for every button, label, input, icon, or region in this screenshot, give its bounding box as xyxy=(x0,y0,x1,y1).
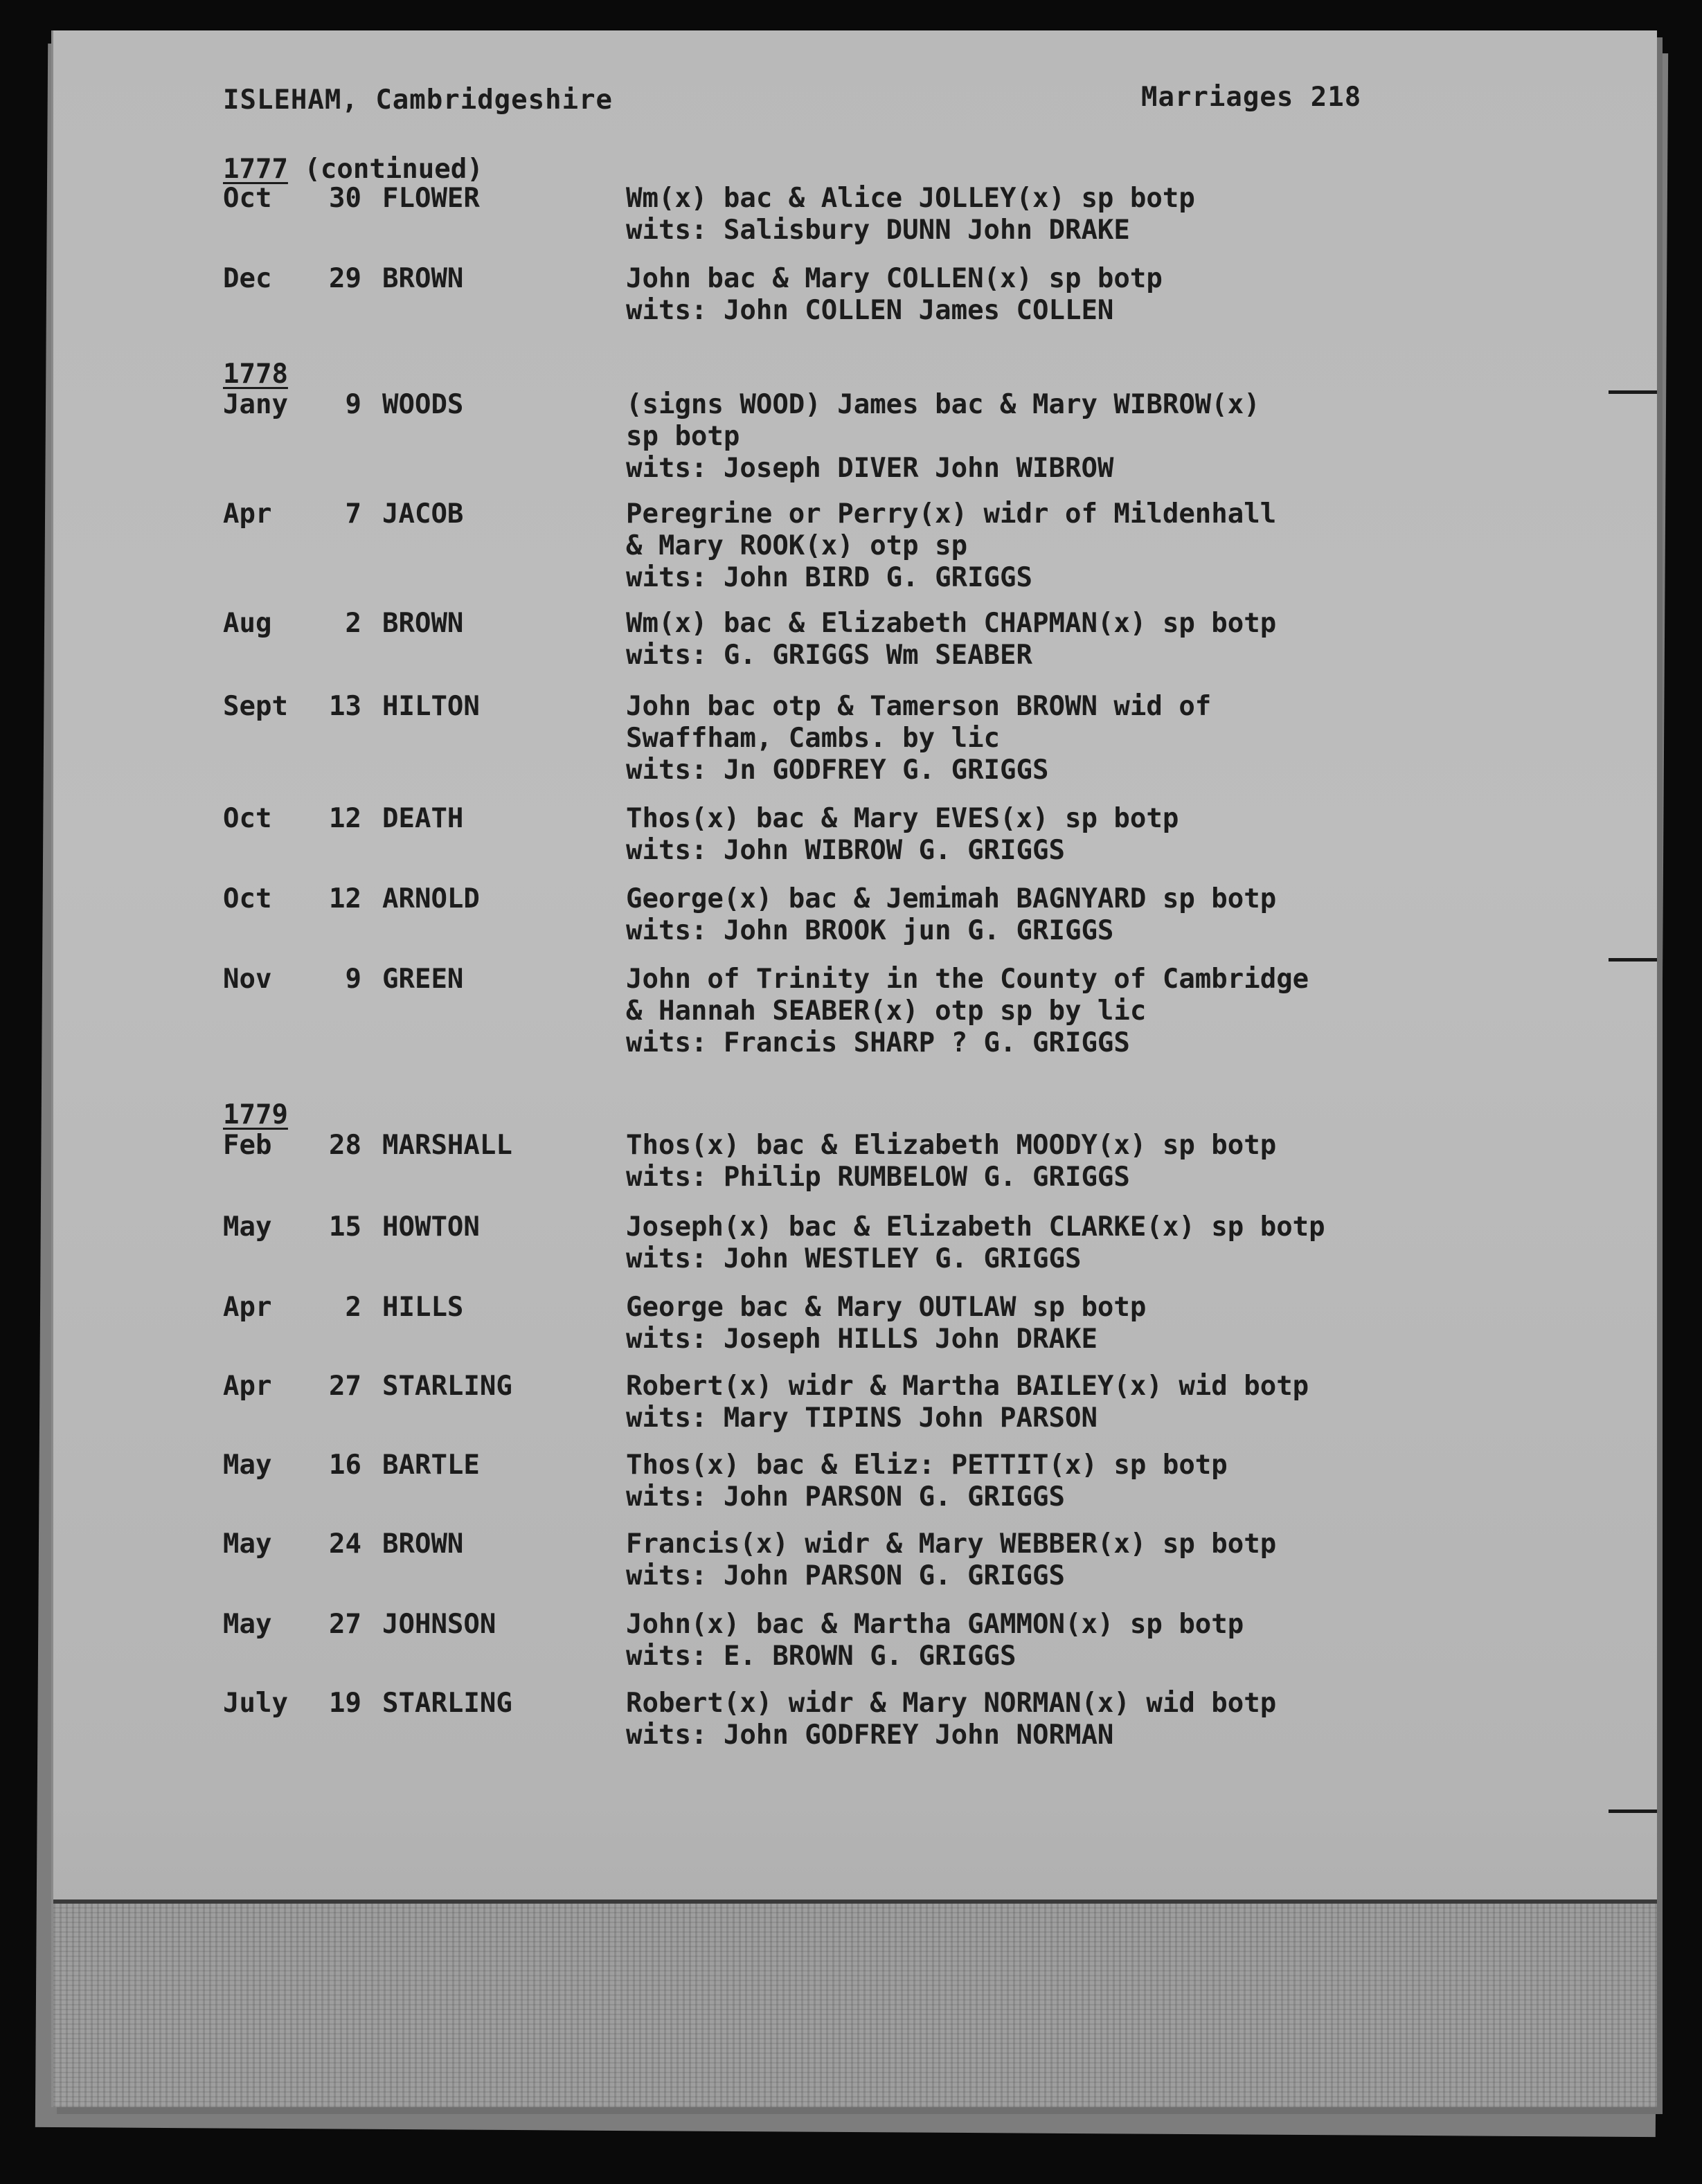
entry-month: Nov xyxy=(223,964,272,995)
entry-detail-line: wits: Francis SHARP ? G. GRIGGS xyxy=(626,1027,1130,1058)
entry-surname: STARLING xyxy=(382,1371,512,1402)
entry-month: Oct xyxy=(223,803,272,834)
entry-surname: BARTLE xyxy=(382,1450,480,1481)
entry-surname: BROWN xyxy=(382,608,464,639)
entry-details xyxy=(626,691,1211,786)
entry-detail-line: wits: John BIRD G. GRIGGS xyxy=(626,562,1032,593)
entry-date xyxy=(223,1688,375,1720)
document-page xyxy=(51,30,1657,2107)
entry-detail-line: wits: John COLLEN James COLLEN xyxy=(626,295,1114,326)
entry-month: Apr xyxy=(223,1371,272,1402)
entry-detail-line: George(x) bac & Jemimah BAGNYARD sp botp xyxy=(626,883,1277,914)
entry-date xyxy=(223,1292,375,1324)
entry-detail-line: John of Trinity in the County of Cambridge xyxy=(626,964,1309,995)
entry-details xyxy=(626,263,1163,327)
entry-surname: GREEN xyxy=(382,964,464,995)
entry-detail-line: wits: Joseph DIVER John WIBROW xyxy=(626,453,1114,484)
entry-date xyxy=(223,691,375,723)
entry-detail-line: Swaffham, Cambs. by lic xyxy=(626,723,1001,754)
entry-detail-line: Peregrine or Perry(x) widr of Mildenhall xyxy=(626,498,1277,530)
entry-day: 9 xyxy=(345,389,361,420)
entry-date xyxy=(223,1609,375,1641)
entry-detail-line: Robert(x) widr & Mary NORMAN(x) wid botp xyxy=(626,1688,1277,1719)
entry-detail-line: wits: Mary TIPINS John PARSON xyxy=(626,1402,1098,1434)
entry-month: May xyxy=(223,1528,272,1560)
entry-detail-line: John bac otp & Tamerson BROWN wid of xyxy=(626,691,1212,722)
entry-day: 28 xyxy=(329,1130,361,1161)
entry-date xyxy=(223,1130,375,1162)
entry-month: Oct xyxy=(223,183,272,214)
entry-surname: HILLS xyxy=(382,1292,464,1323)
entry-detail-line: Wm(x) bac & Alice JOLLEY(x) sp botp xyxy=(626,183,1195,214)
entry-day: 27 xyxy=(329,1371,361,1402)
entry-day: 30 xyxy=(329,183,361,214)
entry-day: 15 xyxy=(329,1211,361,1243)
entry-day: 19 xyxy=(329,1688,361,1719)
entry-surname: MARSHALL xyxy=(382,1130,512,1161)
entry-month: May xyxy=(223,1211,272,1243)
year-label: 1779 xyxy=(223,1099,288,1130)
entry-surname: HOWTON xyxy=(382,1211,480,1243)
entry-surname: JOHNSON xyxy=(382,1609,496,1640)
entry-surname: DEATH xyxy=(382,803,464,834)
entry-details xyxy=(626,183,1195,246)
entry-detail-line: wits: G. GRIGGS Wm SEABER xyxy=(626,640,1032,671)
entry-month: Dec xyxy=(223,263,272,294)
entry-surname: ARNOLD xyxy=(382,883,480,914)
entry-details xyxy=(626,964,1309,1059)
entry-month: Apr xyxy=(223,1292,272,1323)
entry-detail-line: Wm(x) bac & Elizabeth CHAPMAN(x) sp botp xyxy=(626,608,1277,639)
entry-month: Jany xyxy=(223,389,288,420)
entry-details xyxy=(626,1450,1228,1513)
entry-details xyxy=(626,1371,1309,1434)
entry-details xyxy=(626,608,1276,671)
year-label: 1777 xyxy=(223,154,288,185)
entry-date xyxy=(223,389,375,421)
entry-detail-line: wits: Jn GODFREY G. GRIGGS xyxy=(626,755,1049,786)
entry-detail-line: wits: John PARSON G. GRIGGS xyxy=(626,1560,1065,1591)
entry-detail-line: wits: John PARSON G. GRIGGS xyxy=(626,1481,1065,1513)
entry-day: 29 xyxy=(329,263,361,294)
entry-day: 2 xyxy=(345,608,361,639)
year-heading xyxy=(223,359,288,390)
entry-surname: STARLING xyxy=(382,1688,512,1719)
entry-detail-line: wits: John GODFREY John NORMAN xyxy=(626,1720,1114,1751)
entry-detail-line: & Mary ROOK(x) otp sp xyxy=(626,530,968,561)
entry-day: 12 xyxy=(329,803,361,834)
parish-title: ISLEHAM, Cambridgeshire xyxy=(223,84,613,116)
entry-day: 16 xyxy=(329,1450,361,1481)
entry-surname: WOODS xyxy=(382,389,464,420)
year-heading xyxy=(223,154,483,186)
entry-date xyxy=(223,964,375,995)
entry-month: Aug xyxy=(223,608,272,639)
entry-detail-line: Thos(x) bac & Mary EVES(x) sp botp xyxy=(626,803,1179,834)
entry-details xyxy=(626,498,1276,594)
entry-detail-line: wits: Philip RUMBELOW G. GRIGGS xyxy=(626,1162,1130,1193)
entry-month: July xyxy=(223,1688,288,1719)
entry-details xyxy=(626,1528,1276,1592)
entry-date xyxy=(223,183,375,215)
entry-date xyxy=(223,1211,375,1243)
entry-details xyxy=(626,1609,1244,1672)
photocopy-noise-band xyxy=(53,1899,1657,2107)
entry-detail-line: wits: Salisbury DUNN John DRAKE xyxy=(626,215,1130,246)
entry-day: 13 xyxy=(329,691,361,722)
entry-detail-line: wits: John BROOK jun G. GRIGGS xyxy=(626,915,1114,946)
entry-detail-line: (signs WOOD) James bac & Mary WIBROW(x) xyxy=(626,389,1260,420)
entry-detail-line: John(x) bac & Martha GAMMON(x) sp botp xyxy=(626,1609,1244,1640)
entry-detail-line: sp botp xyxy=(626,421,740,452)
entry-date xyxy=(223,498,375,530)
entry-detail-line: George bac & Mary OUTLAW sp botp xyxy=(626,1292,1147,1323)
entry-date xyxy=(223,608,375,640)
entry-month: Apr xyxy=(223,498,272,530)
entry-date xyxy=(223,883,375,915)
entry-day: 2 xyxy=(345,1292,361,1323)
entry-surname: BROWN xyxy=(382,1528,464,1560)
entry-day: 7 xyxy=(345,498,361,530)
entry-date xyxy=(223,803,375,835)
entry-day: 24 xyxy=(329,1528,361,1560)
entry-details xyxy=(626,803,1179,867)
entry-detail-line: Robert(x) widr & Martha BAILEY(x) wid botp xyxy=(626,1371,1309,1402)
entry-day: 12 xyxy=(329,883,361,914)
entry-month: May xyxy=(223,1609,272,1640)
year-label: 1778 xyxy=(223,359,288,390)
entry-detail-line: Francis(x) widr & Mary WEBBER(x) sp botp xyxy=(626,1528,1277,1560)
entry-detail-line: wits: John WIBROW G. GRIGGS xyxy=(626,835,1065,866)
entry-detail-line: Thos(x) bac & Elizabeth MOODY(x) sp botp xyxy=(626,1130,1277,1161)
entry-surname: JACOB xyxy=(382,498,464,530)
entry-surname: FLOWER xyxy=(382,183,480,214)
entry-detail-line: wits: Joseph HILLS John DRAKE xyxy=(626,1324,1098,1355)
entry-month: Sept xyxy=(223,691,288,722)
entry-date xyxy=(223,1450,375,1481)
entry-day: 27 xyxy=(329,1609,361,1640)
entry-details xyxy=(626,1211,1325,1275)
entry-details xyxy=(626,1130,1276,1193)
entry-date xyxy=(223,1528,375,1560)
entry-details xyxy=(626,389,1260,485)
entry-month: May xyxy=(223,1450,272,1481)
entry-surname: HILTON xyxy=(382,691,480,722)
register-page-label: Marriages 218 xyxy=(1141,82,1362,113)
entry-detail-line: Thos(x) bac & Eliz: PETTIT(x) sp botp xyxy=(626,1450,1228,1481)
year-continued-label: (continued) xyxy=(287,154,483,185)
entry-day: 9 xyxy=(345,964,361,995)
edge-marks xyxy=(1602,30,1657,2107)
entry-detail-line: John bac & Mary COLLEN(x) sp botp xyxy=(626,263,1163,294)
entry-detail-line: Joseph(x) bac & Elizabeth CLARKE(x) sp botp xyxy=(626,1211,1325,1243)
entry-date xyxy=(223,1371,375,1402)
entry-details xyxy=(626,1688,1276,1751)
entry-month: Oct xyxy=(223,883,272,914)
entry-month: Feb xyxy=(223,1130,272,1161)
year-heading xyxy=(223,1099,288,1131)
entry-details xyxy=(626,883,1276,947)
entry-detail-line: wits: E. BROWN G. GRIGGS xyxy=(626,1641,1016,1672)
entry-detail-line: & Hannah SEABER(x) otp sp by lic xyxy=(626,995,1147,1027)
entry-date xyxy=(223,263,375,295)
entry-surname: BROWN xyxy=(382,263,464,294)
entry-detail-line: wits: John WESTLEY G. GRIGGS xyxy=(626,1243,1082,1274)
entry-details xyxy=(626,1292,1146,1355)
